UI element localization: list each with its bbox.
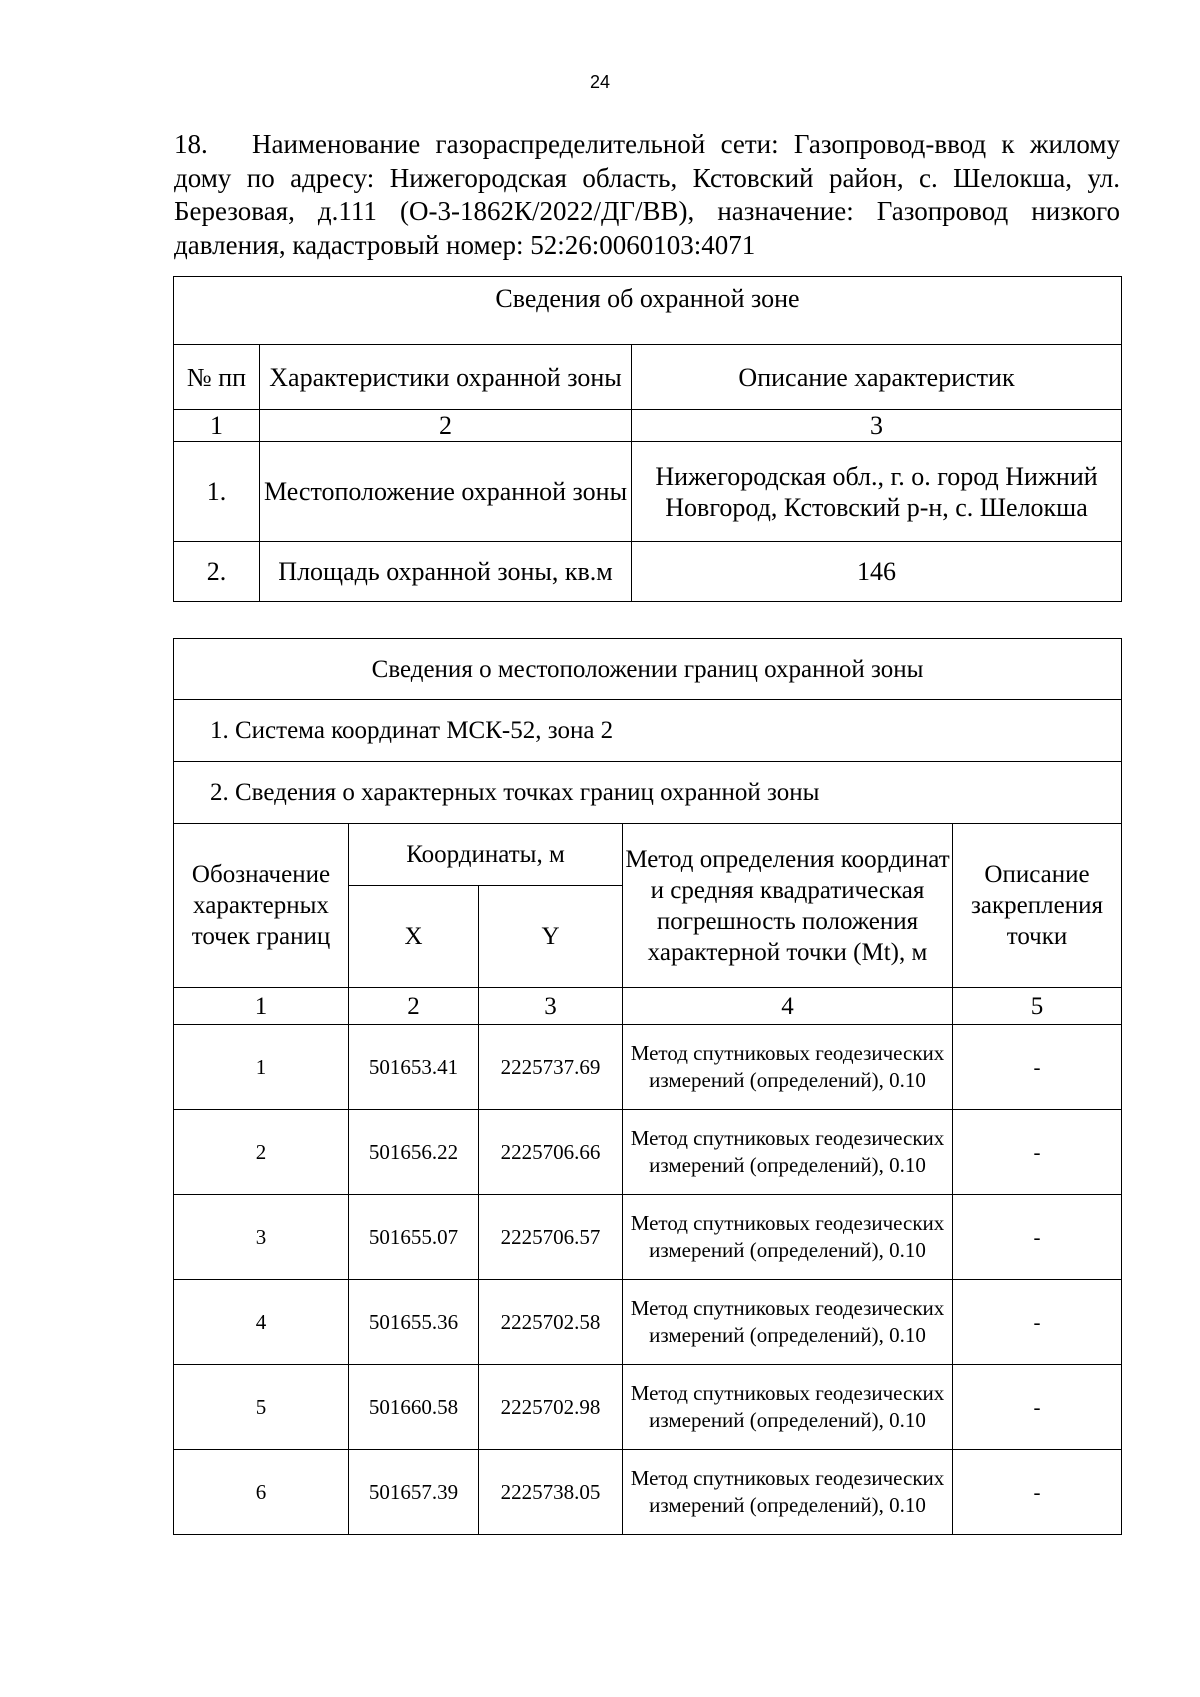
point-method: Метод спутниковых геодезических измерений (определений), 0.10 [623, 1195, 953, 1280]
point-method: Метод спутниковых геодезических измерений (определений), 0.10 [623, 1110, 953, 1195]
zone-info-table [173, 276, 1122, 602]
point-x: 501655.07 [349, 1195, 479, 1280]
zone-index-cell: 1 [174, 410, 260, 442]
header-method: Метод определения координат и средняя квадратическая погрешность положения характерной точки (Mt), м [623, 824, 953, 988]
point-y: 2225737.69 [479, 1025, 623, 1110]
header-y: Y [479, 886, 623, 988]
zone-index-cell: 2 [260, 410, 632, 442]
point-id: 6 [174, 1450, 349, 1535]
point-y: 2225702.58 [479, 1280, 623, 1365]
row-value: Нижегородская обл., г. о. город Нижний Новгород, Кстовский р-н, с. Шелокша [632, 442, 1122, 542]
row-number: 2. [174, 542, 260, 602]
row-value: 146 [632, 542, 1122, 602]
bounds-table-title: Сведения о местоположении границ охранной зоны [174, 639, 1122, 700]
point-x: 501657.39 [349, 1450, 479, 1535]
row-name: Площадь охранной зоны, кв.м [260, 542, 632, 602]
table-row [174, 442, 1122, 542]
section-number: 18. [174, 129, 208, 159]
zone-table-title: Сведения об охранной зоне [174, 277, 1122, 345]
bounds-index-cell: 2 [349, 988, 479, 1025]
point-x: 501653.41 [349, 1025, 479, 1110]
page-number: 24 [589, 72, 611, 92]
zone-header-characteristic: Характеристики охранной зоны [260, 345, 632, 410]
zone-index-cell: 3 [632, 410, 1122, 442]
point-id: 5 [174, 1365, 349, 1450]
bounds-index-cell: 4 [623, 988, 953, 1025]
point-fixing: - [953, 1365, 1122, 1450]
point-method: Метод спутниковых геодезических измерений (определений), 0.10 [623, 1025, 953, 1110]
point-id: 1 [174, 1025, 349, 1110]
point-fixing: - [953, 1280, 1122, 1365]
coordinate-system: 1. Система координат МСК-52, зона 2 [174, 700, 1122, 762]
table-row [174, 1195, 1122, 1280]
bounds-index-cell: 1 [174, 988, 349, 1025]
table-row [174, 1110, 1122, 1195]
bounds-index-cell: 3 [479, 988, 623, 1025]
table-row [174, 542, 1122, 602]
bounds-table [173, 638, 1122, 1535]
points-subtitle: 2. Сведения о характерных точках границ охранной зоны [174, 762, 1122, 824]
point-method: Метод спутниковых геодезических измерений (определений), 0.10 [623, 1450, 953, 1535]
header-x: X [349, 886, 479, 988]
point-y: 2225738.05 [479, 1450, 623, 1535]
row-number: 1. [174, 442, 260, 542]
table-row [174, 1450, 1122, 1535]
point-x: 501660.58 [349, 1365, 479, 1450]
point-method: Метод спутниковых геодезических измерений (определений), 0.10 [623, 1365, 953, 1450]
row-name: Местоположение охранной зоны [260, 442, 632, 542]
point-fixing: - [953, 1025, 1122, 1110]
zone-header-description: Описание характеристик [632, 345, 1122, 410]
point-id: 2 [174, 1110, 349, 1195]
point-fixing: - [953, 1195, 1122, 1280]
table-row [174, 1025, 1122, 1110]
section-heading [174, 128, 1120, 262]
point-fixing: - [953, 1450, 1122, 1535]
point-y: 2225706.66 [479, 1110, 623, 1195]
zone-header-num: № пп [174, 345, 260, 410]
header-fixing: Описание закрепления точки [953, 824, 1122, 988]
table-row [174, 1280, 1122, 1365]
table-row [174, 1365, 1122, 1450]
point-x: 501655.36 [349, 1280, 479, 1365]
bounds-index-cell: 5 [953, 988, 1122, 1025]
point-y: 2225706.57 [479, 1195, 623, 1280]
point-x: 501656.22 [349, 1110, 479, 1195]
point-y: 2225702.98 [479, 1365, 623, 1450]
header-point: Обозначение характерных точек границ [174, 824, 349, 988]
point-id: 3 [174, 1195, 349, 1280]
header-coordinates: Координаты, м [349, 824, 623, 886]
point-id: 4 [174, 1280, 349, 1365]
point-fixing: - [953, 1110, 1122, 1195]
section-text: Наименование газораспределительной сети: Газопровод-ввод к жилому дому по адресу: Нижегородская область, Кстовский район, с. Шелокша, ул. Березовая, д.111 (О-3-1862К/2022/ДГ/ВВ), назначение: Газопровод низкого давления, кадастровый номер: 52:26:0060103:4071 [174, 129, 1120, 260]
point-method: Метод спутниковых геодезических измерений (определений), 0.10 [623, 1280, 953, 1365]
